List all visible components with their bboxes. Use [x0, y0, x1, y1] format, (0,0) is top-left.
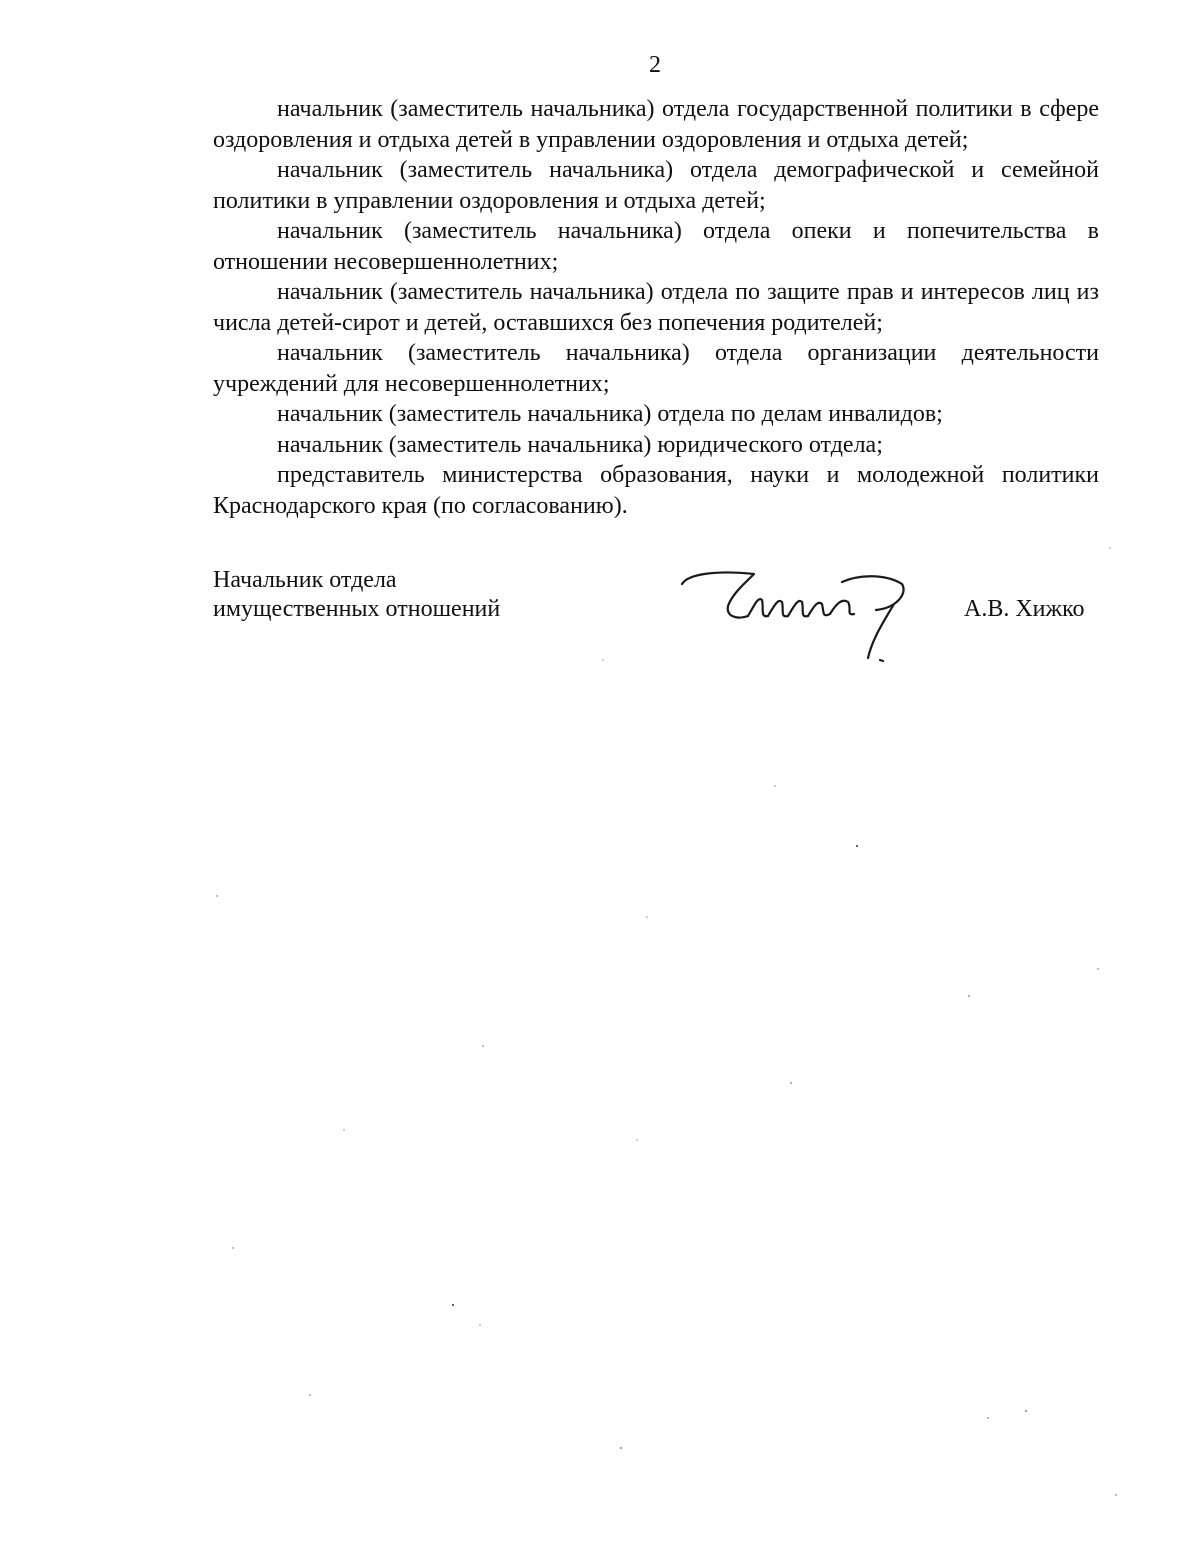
list-item: начальник (заместитель начальника) отдела опеки и попечительства в отношении несовершеннолетних; [213, 218, 1099, 275]
list-item: начальник (заместитель начальника) отдела по защите прав и интересов лиц из числа детей-сирот и детей, оставшихся без попечения родителей; [213, 279, 1099, 336]
list-item: представитель министерства образования, науки и молодежной политики Краснодарского края (по согласованию). [213, 462, 1099, 519]
signer-name: А.В. Хижко [964, 596, 1085, 622]
list-item: начальник (заместитель начальника) отдела организации деятельности учреждений для несовершеннолетних; [213, 340, 1099, 397]
signer-position-line: Начальник отдела [213, 567, 397, 593]
list-item: начальник (заместитель начальника) отдела демографической и семейной политики в управлении оздоровления и отдыха детей; [213, 157, 1099, 214]
list-item: начальник (заместитель начальника) отдела государственной политики в сфере оздоровления и отдыха детей в управлении оздоровления и отдыха детей; [213, 96, 1099, 153]
signer-position-line: имущественных отношений [213, 596, 501, 622]
handwritten-signature [676, 560, 916, 670]
page-number: 2 [649, 52, 661, 78]
signer-position [213, 566, 500, 624]
list-item: начальник (заместитель начальника) юридического отдела; [277, 431, 883, 458]
list-item: начальник (заместитель начальника) отдела по делам инвалидов; [277, 401, 943, 427]
body-text [213, 94, 1099, 521]
